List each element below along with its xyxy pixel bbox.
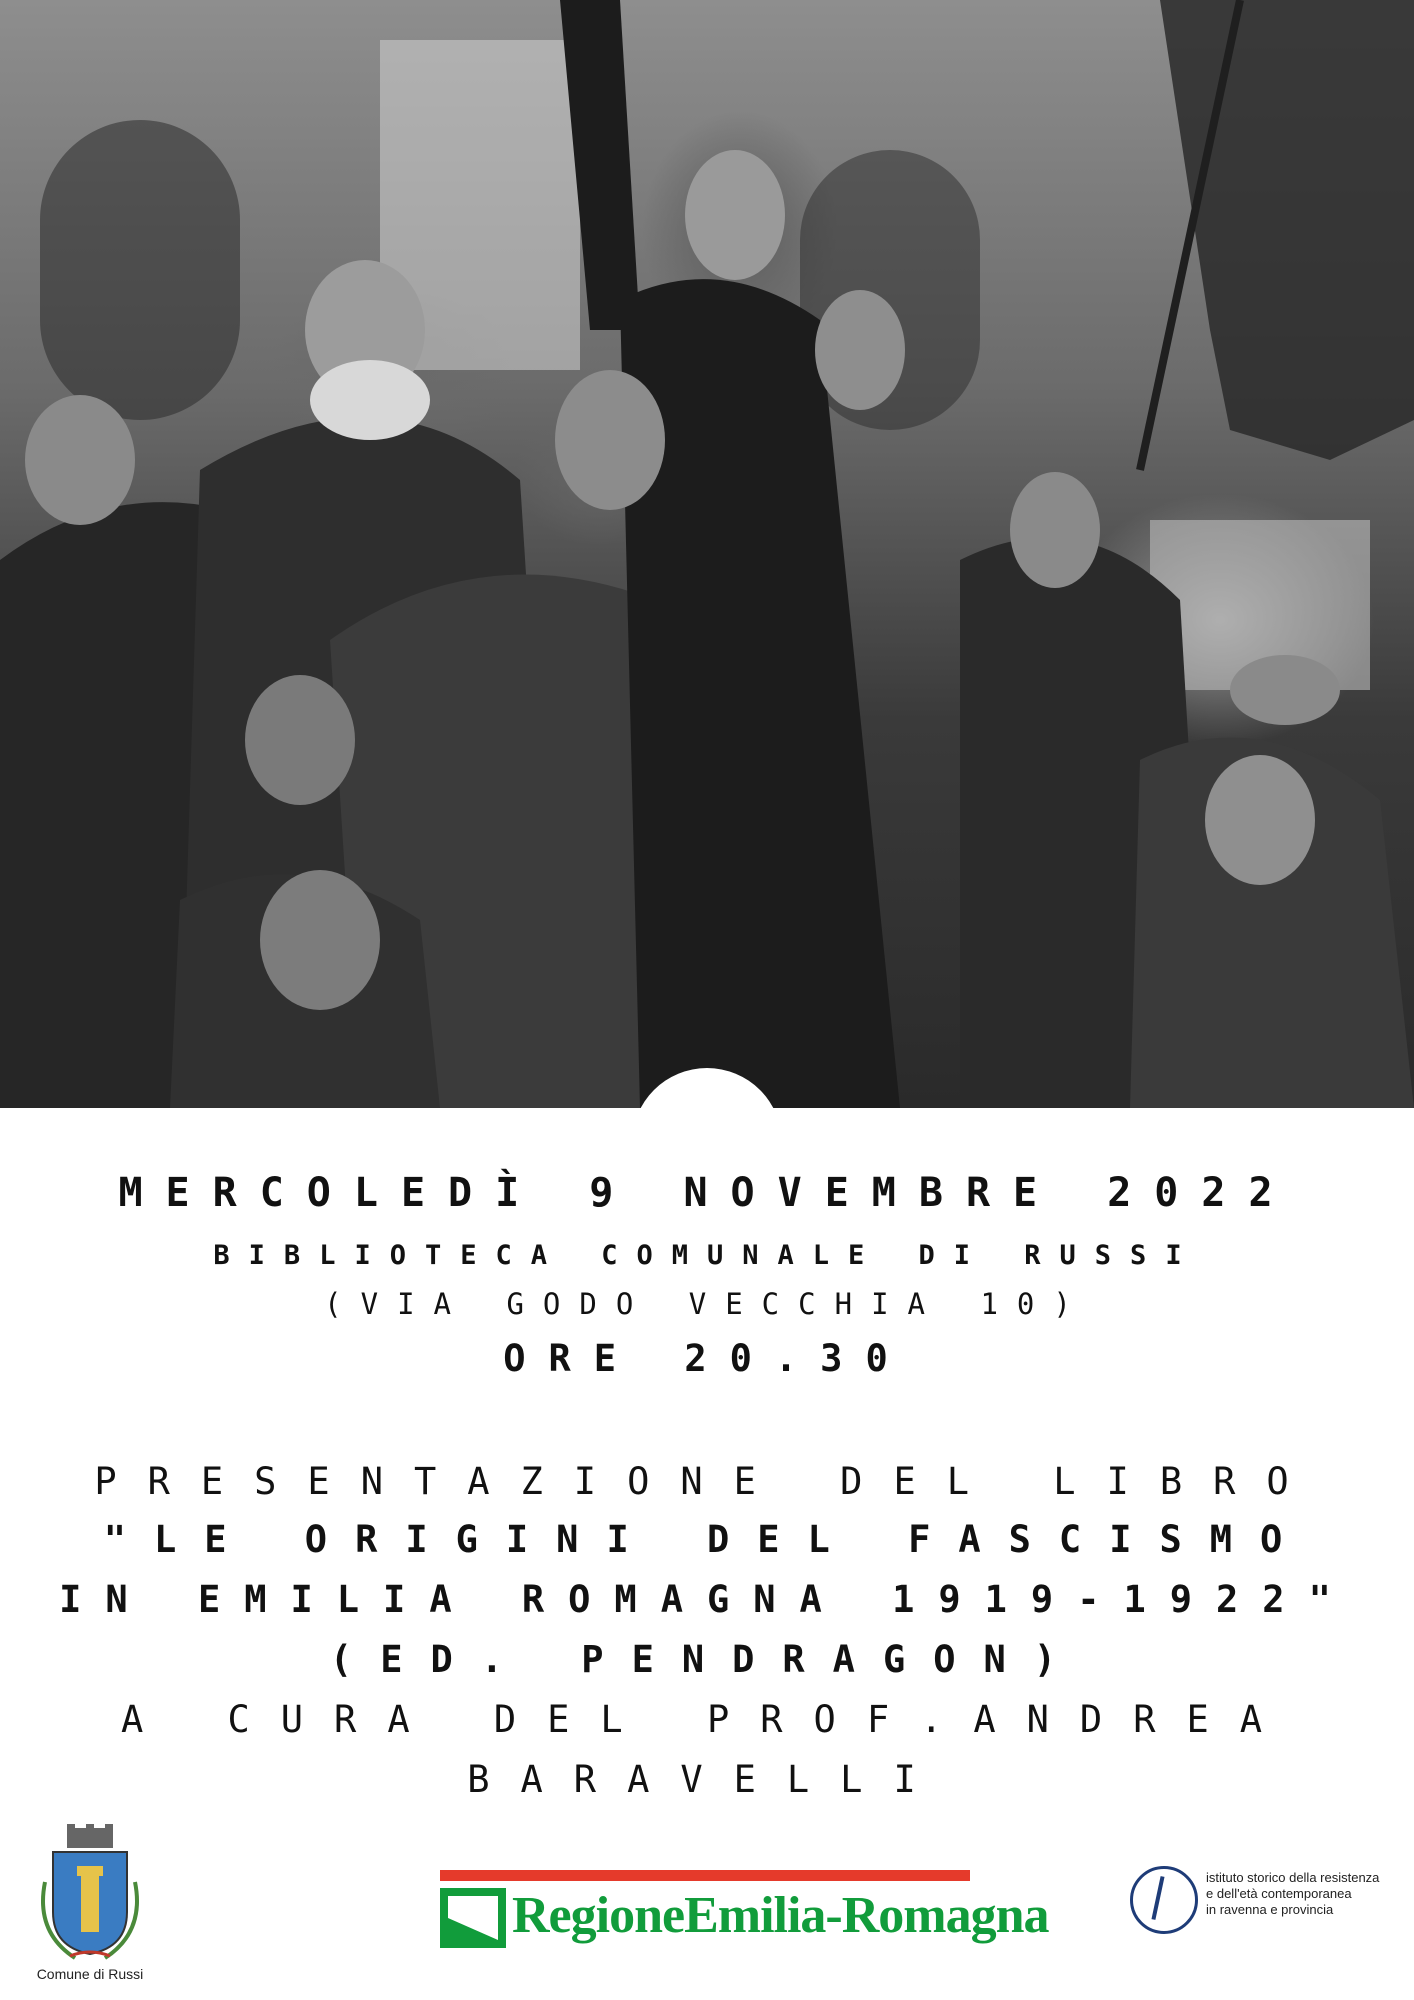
book-publisher: (ED. PENDRAGON) — [329, 1638, 1085, 1681]
istituto-line: istituto storico della resistenza — [1206, 1870, 1380, 1885]
istituto-line: e dell'età contemporanea — [1206, 1886, 1352, 1901]
istituto-name — [1206, 1870, 1396, 1918]
istituto-line: in ravenna e provincia — [1206, 1902, 1334, 1917]
regione-flag-icon — [440, 1888, 506, 1948]
event-venue: BIBLIOTECA COMUNALE DI RUSSI — [213, 1240, 1201, 1271]
book-title-line1: "LE ORIGINI DEL FASCISMO — [103, 1518, 1311, 1561]
book-intro: PRESENTAZIONE DEL LIBRO — [94, 1460, 1320, 1503]
istituto-storico-logo — [1130, 1866, 1400, 1936]
regione-emilia-romagna-logo — [440, 1870, 1049, 1960]
regione-name: RegioneEmilia-Romagna — [512, 1887, 1049, 1944]
comune-caption: Comune di Russi — [36, 1966, 144, 1982]
comune-di-russi-logo — [30, 1822, 150, 1992]
book-curator-line2: BARAVELLI — [467, 1758, 947, 1801]
event-address: (VIA GODO VECCHIA 10) — [324, 1287, 1090, 1321]
coat-of-arms-icon — [35, 1822, 145, 1962]
book-title-line2: IN EMILIA ROMAGNA 1919-1922" — [59, 1578, 1355, 1621]
book-curator-line1: A CURA DEL PROF.ANDREA — [120, 1698, 1294, 1741]
event-date: MERCOLEDÌ 9 NOVEMBRE 2022 — [118, 1170, 1296, 1216]
event-time: ORE 20.30 — [503, 1337, 911, 1380]
regione-red-bar — [440, 1870, 970, 1881]
